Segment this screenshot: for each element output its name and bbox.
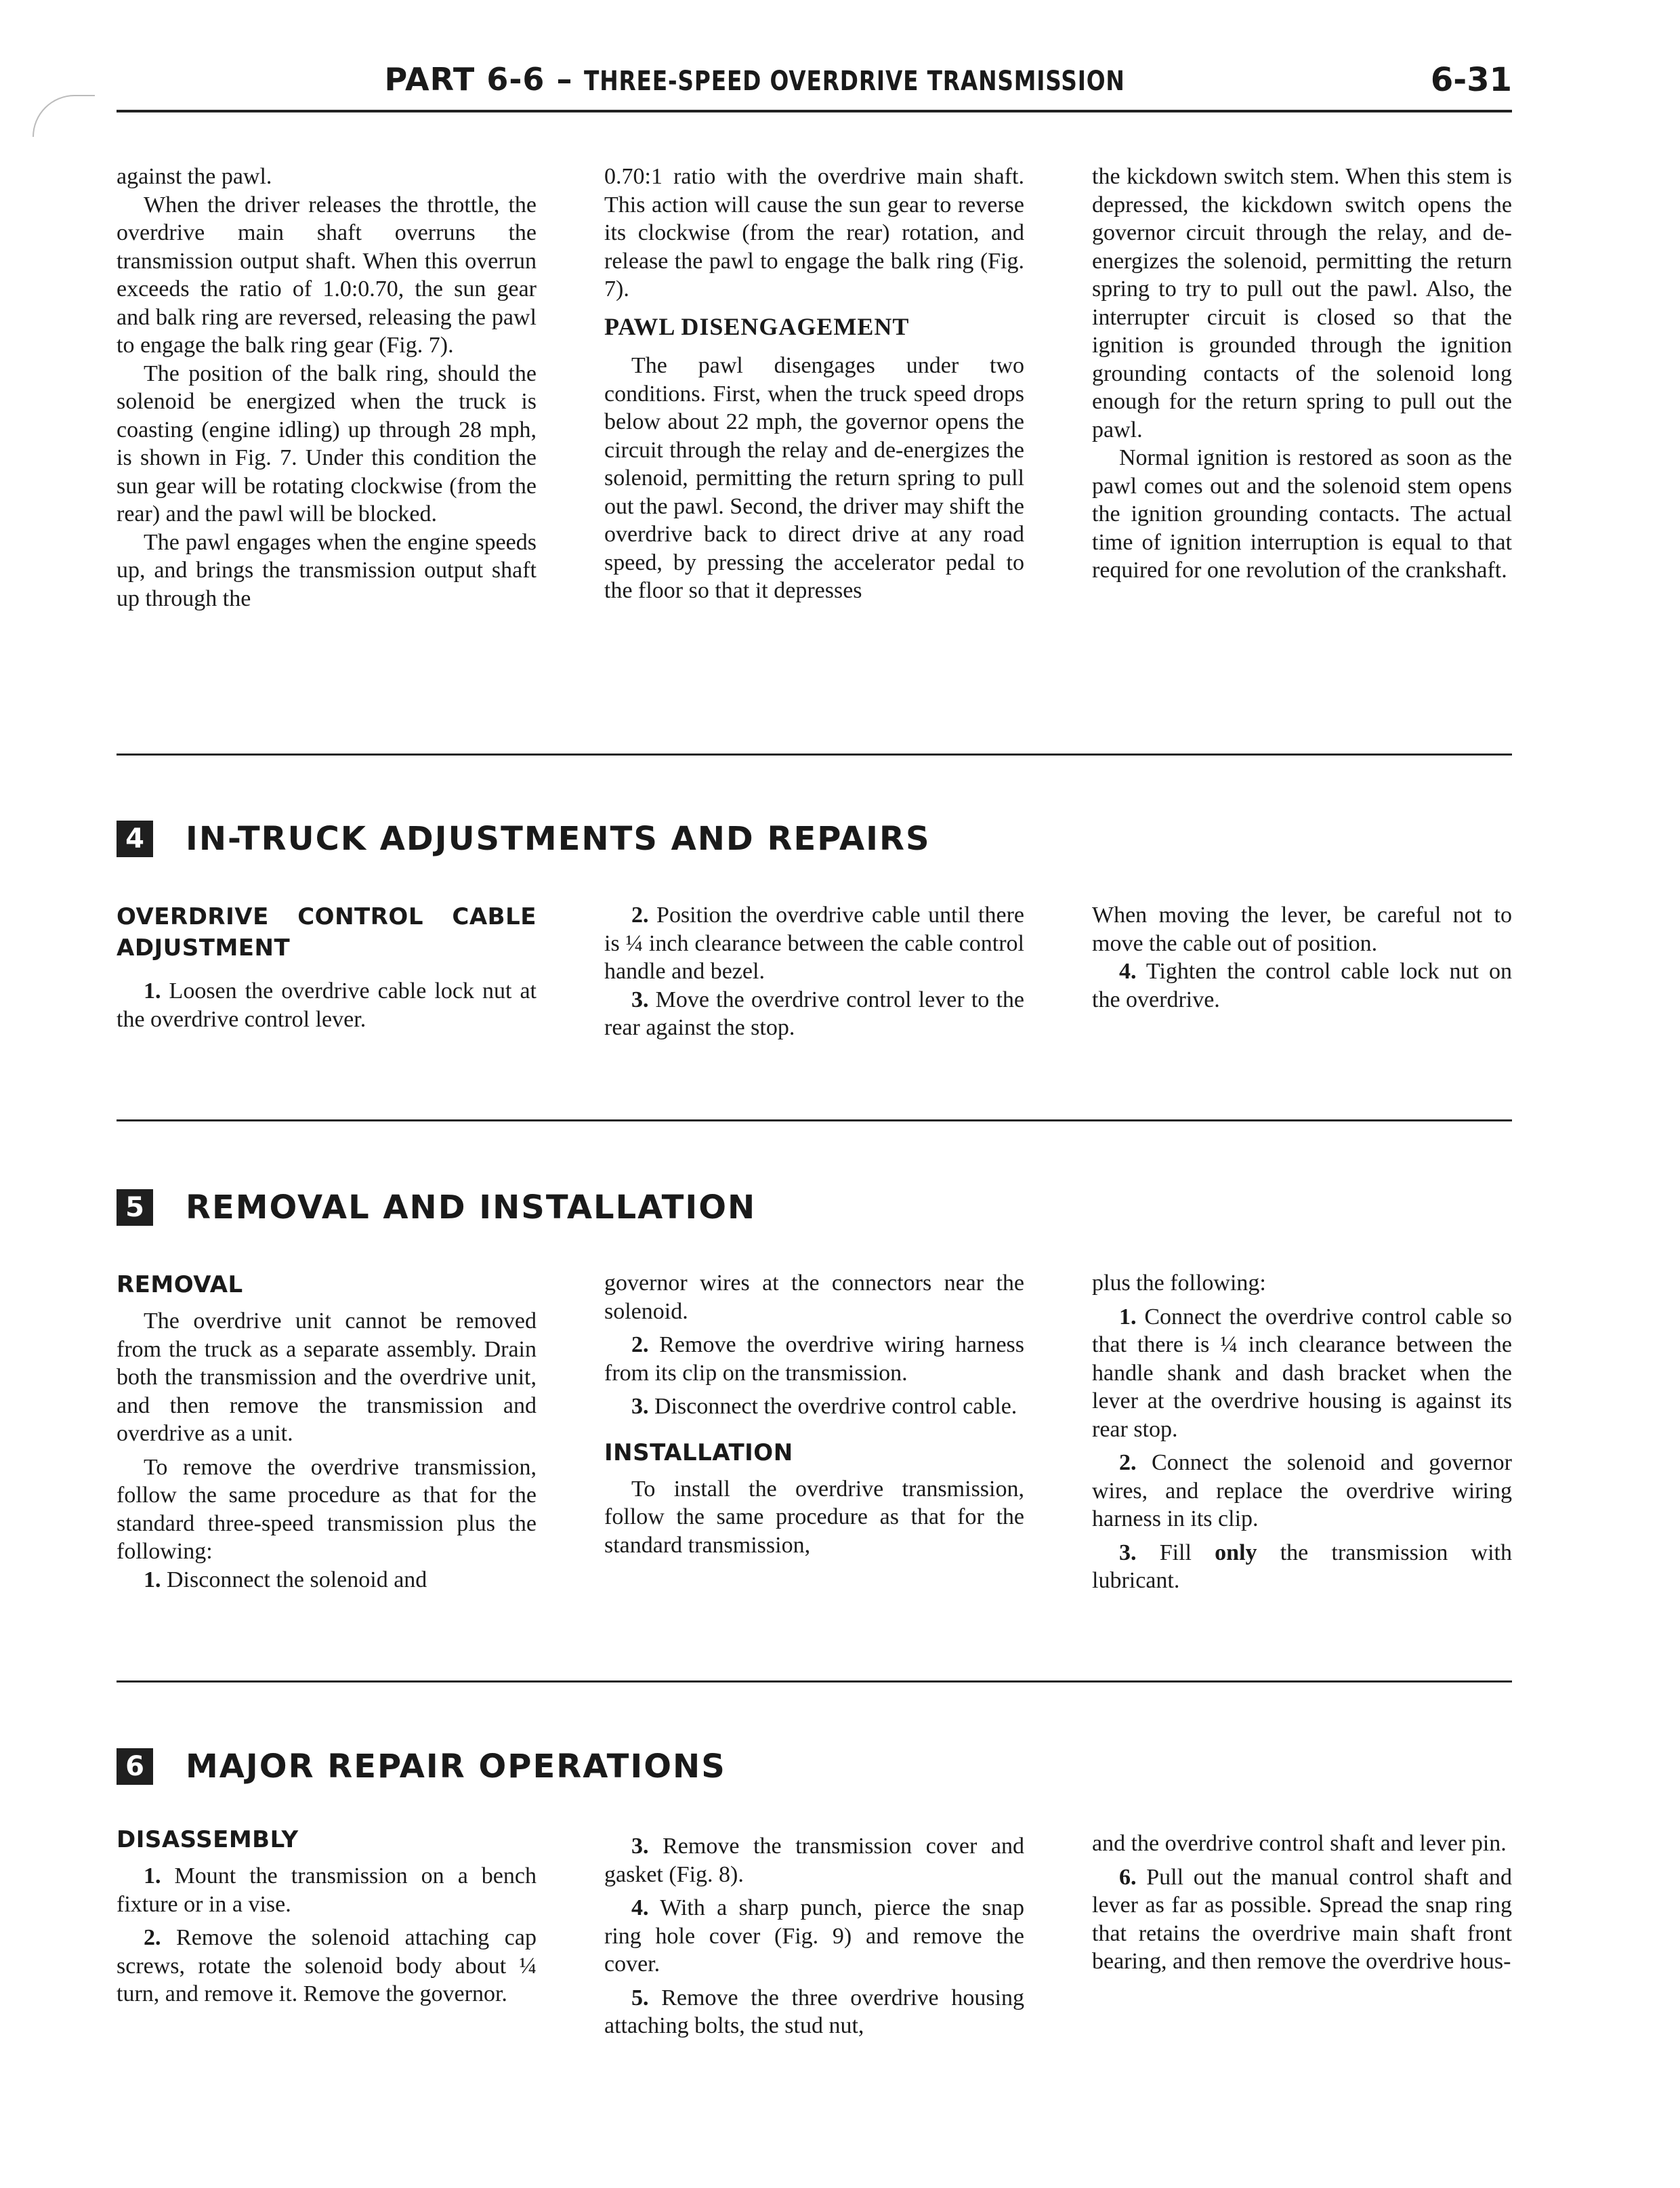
step-number: 2. (631, 903, 649, 928)
section-title: REMOVAL AND INSTALLATION (186, 1189, 757, 1226)
step-number: 4. (631, 1895, 649, 1920)
step-number: 1. (144, 978, 161, 1004)
paragraph: 0.70:1 ratio with the overdrive main shaft. This action will cause the sun gear to reverse its clockwise (from the rear) rotation, and release the pawl to engage the balk ring (Fig. 7). (604, 164, 1024, 302)
page-title (117, 61, 1512, 98)
section-title: IN-TRUCK ADJUSTMENTS AND REPAIRS (186, 820, 931, 858)
step-item (117, 977, 537, 1033)
step-number: 1. (1119, 1304, 1137, 1329)
step-item (1092, 1303, 1512, 1444)
section-6-column-1 (117, 1824, 537, 2040)
section-5-column-3 (1092, 1269, 1512, 1595)
section-title: MAJOR REPAIR OPERATIONS (186, 1748, 726, 1786)
step-item (117, 1862, 537, 1918)
step-number: 3. (631, 1834, 649, 1859)
step-item (604, 1984, 1024, 2040)
step-text: With a sharp punch, pierce the snap ring hole cover (Fig. 9) and remove the cover. (604, 1895, 1024, 1977)
disassembly-heading: DISASSEMBLY (117, 1826, 299, 1853)
section-6-columns (117, 1824, 1512, 2040)
step-item (604, 901, 1024, 986)
section-6-column-3 (1092, 1824, 1512, 2040)
step-item (1092, 1863, 1512, 1976)
divider-rule (117, 1119, 1512, 1121)
section-6-heading (117, 1743, 726, 1790)
section-6-column-2 (604, 1824, 1024, 2040)
step-number: 4. (1119, 959, 1137, 984)
part-label: PART 6-6 (384, 61, 545, 98)
step-number: 2. (631, 1332, 649, 1357)
step-text: Remove the transmission cover and gasket (Fig. 8). (604, 1834, 1024, 1887)
step-number: 6. (1119, 1864, 1137, 1890)
step-item (604, 1832, 1024, 1888)
section-4-column-3 (1092, 901, 1512, 1042)
step-number: 1. (144, 1567, 161, 1592)
section-4-column-2 (604, 901, 1024, 1042)
step-item (117, 1566, 537, 1594)
step-item (1092, 1539, 1512, 1595)
step-text: Connect the overdrive control cable so that there is ¼ inch clearance between the handle shank and dash bracket when the lever at the overdrive housing is against its rear stop. (1092, 1304, 1512, 1442)
cable-adjustment-heading: OVERDRIVE CONTROL CABLE ADJUSTMENT (117, 903, 537, 962)
step-item (117, 1924, 537, 2008)
paragraph: Normal ignition is restored as soon as the pawl comes out and the solenoid stem opens the ignition grounding contacts. The actual time of ignition interruption is equal to that required for one revolution of the crankshaft. (1092, 445, 1512, 583)
paragraph: and the overdrive control shaft and lever pin. (1092, 1831, 1507, 1856)
page-header (117, 61, 1512, 112)
paragraph: The overdrive unit cannot be removed from the truck as a separate assembly. Drain both the transmission and the overdrive unit, and then remove the transmission and overdrive as a unit. (117, 1308, 537, 1446)
section-5-columns (117, 1269, 1512, 1595)
section-5-column-2 (604, 1269, 1024, 1595)
paragraph: When moving the lever, be careful not to move the cable out of position. (1092, 903, 1512, 956)
step-text: Remove the overdrive wiring harness from its clip on the transmission. (604, 1332, 1024, 1386)
intro-column-2 (604, 163, 1024, 613)
intro-columns (117, 163, 1512, 613)
section-4-heading (117, 815, 931, 863)
step-number: 3. (1119, 1540, 1137, 1565)
intro-column-1 (117, 163, 537, 613)
page-number: 6-31 (1430, 61, 1512, 99)
step-text: the transmission with lubricant. (1092, 1540, 1512, 1593)
step-number: 5. (631, 1985, 649, 2010)
removal-heading: REMOVAL (117, 1271, 243, 1298)
step-number: 2. (1119, 1450, 1137, 1475)
section-number-badge: 4 (117, 821, 153, 857)
step-text: Loosen the overdrive cable lock nut at the overdrive control lever. (117, 978, 537, 1032)
step-item (604, 1331, 1024, 1387)
step-text: Mount the transmission on a bench fixture or in a vise. (117, 1863, 537, 1917)
step-text: Pull out the manual control shaft and lever as far as possible. Spread the snap ring that retains the overdrive main shaft front bearing, and then remove the overdrive hous- (1092, 1864, 1512, 1974)
paragraph: The position of the balk ring, should the solenoid be energized when the truck is coasting (engine idling) up through 28 mph, is shown in Fig. 7. Under this condition the sun gear will be rotating clockwise (from the rear) and the pawl will be blocked. (117, 360, 537, 527)
paragraph: To remove the overdrive transmission, follow the same procedure as that for the standard three-speed transmission plus the following: (117, 1454, 537, 1564)
step-text: Fill (1136, 1540, 1215, 1565)
emphasis-text: only (1215, 1540, 1257, 1565)
step-item (604, 986, 1024, 1042)
paragraph: against the pawl. (117, 164, 272, 189)
step-number: 3. (631, 987, 649, 1012)
section-number-badge: 6 (117, 1748, 153, 1785)
paragraph: To install the overdrive transmission, follow the same procedure as that for the standard transmission, (604, 1476, 1024, 1558)
section-5-column-1 (117, 1269, 537, 1595)
step-item (1092, 957, 1512, 1014)
step-number: 3. (631, 1394, 649, 1419)
section-4-column-1 (117, 901, 537, 1042)
step-item (1092, 1449, 1512, 1533)
installation-heading: INSTALLATION (604, 1439, 793, 1466)
step-number: 2. (144, 1925, 161, 1950)
paragraph: When the driver releases the throttle, the overdrive main shaft overruns the transmission output shaft. When this overrun exceeds the ratio of 1.0:0.70, the sun gear and balk ring are reversed, releasing the pawl to engage the balk ring gear (Fig. 7). (117, 192, 537, 358)
step-text: Move the overdrive control lever to the rear against the stop. (604, 987, 1024, 1040)
page-corner-mark (33, 95, 95, 137)
paragraph: the kickdown switch stem. When this stem is depressed, the kickdown switch opens the governor circuit through the relay, and de-energizes the solenoid, permitting the return spring to try to pull out the pawl. Also, the interrupter circuit is closed so that the ignition is grounded through the ignition grounding contacts of the solenoid long enough for the return spring to pull out the pawl. (1092, 164, 1512, 442)
section-number-badge: 5 (117, 1189, 153, 1226)
divider-rule (117, 1680, 1512, 1683)
section-5-heading (117, 1184, 756, 1231)
step-text: Position the overdrive cable until there is ¼ inch clearance between the cable control handle and bezel. (604, 903, 1024, 984)
title-dash: – (545, 61, 585, 98)
section-4-columns (117, 901, 1512, 1042)
step-text: Remove the solenoid attaching cap screws, rotate the solenoid body about ¼ turn, and remove it. Remove the governor. (117, 1925, 537, 2006)
pawl-disengagement-heading: PAWL DISENGAGEMENT (604, 312, 910, 340)
paragraph: The pawl disengages under two conditions. First, when the truck speed drops below about 22 mph, the governor opens the circuit through the relay and de-energizes the solenoid, permitting the return spring to pull out the pawl. Second, the driver may shift the overdrive back to direct drive at any road speed, by pressing the accelerator pedal to the floor so that it depresses (604, 353, 1024, 603)
intro-column-3 (1092, 163, 1512, 613)
step-item (604, 1392, 1024, 1421)
step-number: 1. (144, 1863, 161, 1888)
step-item (604, 1894, 1024, 1979)
step-text: Connect the solenoid and governor wires, and replace the overdrive wiring harness in its clip. (1092, 1450, 1512, 1531)
paragraph: The pawl engages when the engine speeds up, and brings the transmission output shaft up through the (117, 529, 537, 611)
paragraph: governor wires at the connectors near the solenoid. (604, 1271, 1024, 1324)
step-text: Disconnect the overdrive control cable. (648, 1394, 1017, 1419)
step-text: Disconnect the solenoid and (161, 1567, 427, 1592)
part-subtitle: THREE-SPEED OVERDRIVE TRANSMISSION (584, 66, 1126, 97)
paragraph: plus the following: (1092, 1271, 1266, 1296)
divider-rule (117, 754, 1512, 756)
step-text: Tighten the control cable lock nut on the overdrive. (1092, 959, 1512, 1012)
step-text: Remove the three overdrive housing attaching bolts, the stud nut, (604, 1985, 1024, 2038)
